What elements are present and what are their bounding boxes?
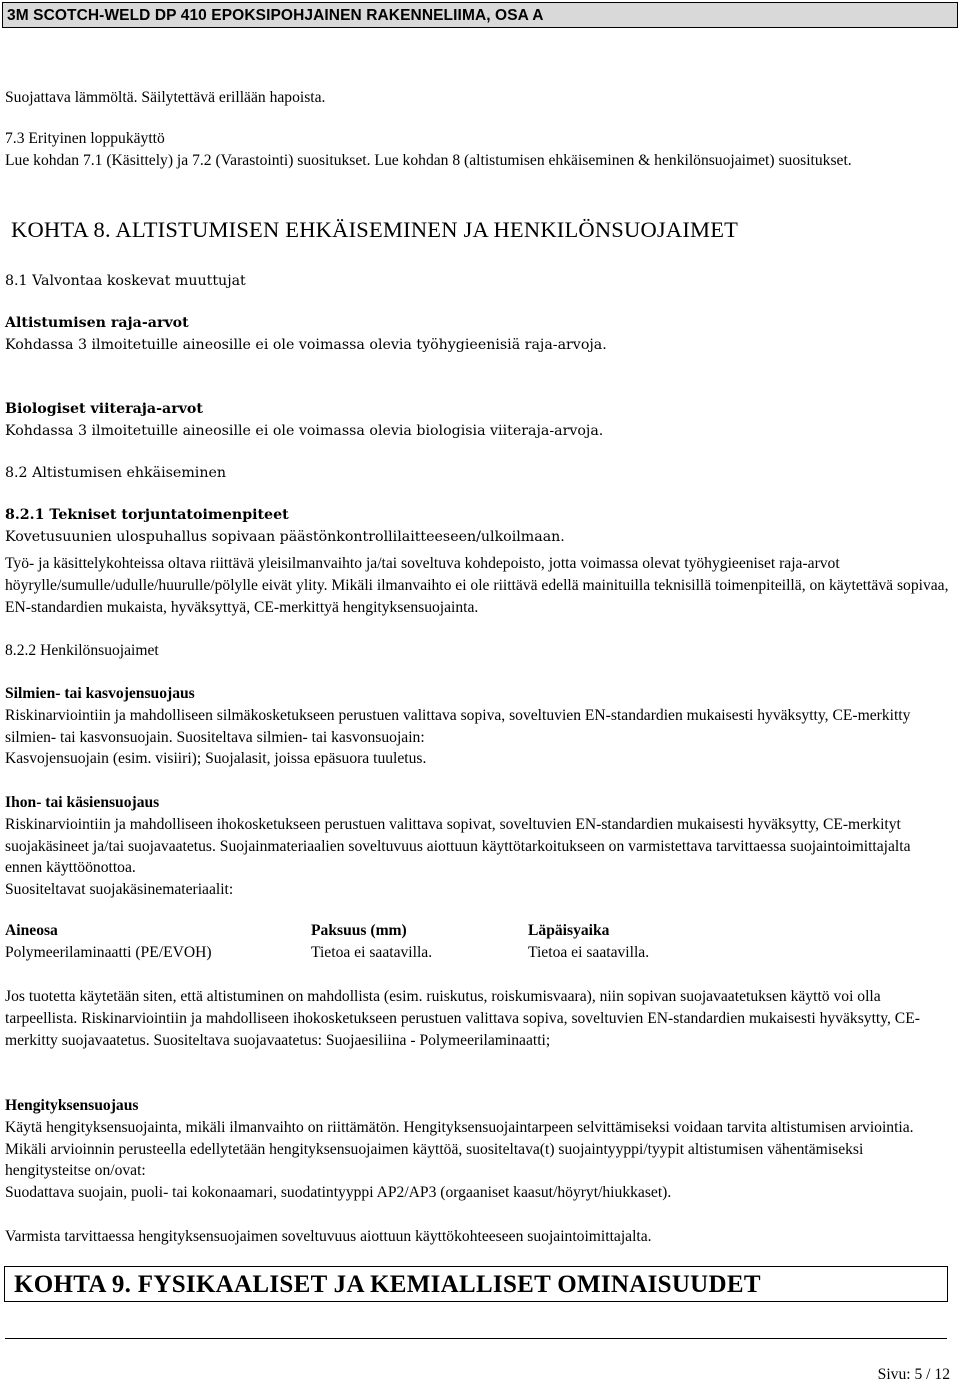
- skin-protection-text2: Suositeltavat suojakäsinemateriaalit:: [5, 881, 234, 899]
- respiratory-protection-text1: Käytä hengityksensuojainta, mikäli ilmanvaihto on riittämätön. Hengityksensuojaintarpeen selvittämiseksi voidaan tarvita altistumisen arviointia. Mikäli arvioinnin perusteella edellytetään hengityksensuojaimen käyttöä, suositeltava(t) suojaintyyppi/tyypit altistumisen vähentämiseksi hengitysteitse on/ovat:: [5, 1118, 914, 1180]
- skin-protection-text3: Jos tuotetta käytetään siten, että altistuminen on mahdollista (esim. ruiskutus, roiskumisvaara), niin sopivan suojavaatetuksen käyttö voi olla tarpeellista. Riskinarviointiin ja mahdolliseen ihokosketukseen perustuen valittava sopiva, soveltuvien EN-standardien mukaisesti hyväksytty, CE-merkitty suojavaatetus. Suositeltava suojavaatetus: Suojaesiliina - Polymeerilaminaatti;: [5, 988, 920, 1049]
- s8-2-title: 8.2 Altistumisen ehkäiseminen: [5, 465, 226, 481]
- cell-thickness: Tietoa ei saatavilla.: [311, 944, 433, 961]
- eye-protection-text1: Riskinarviointiin ja mahdolliseen silmäkosketukseen perustuen valittava sopiva, soveltuvien EN-standardien mukaisesti hyväksytty, CE-merkitty silmien- tai kasvonsuojain. Suositeltava silmien- tai kasvonsuojain:: [5, 706, 911, 746]
- respiratory-protection-text2: Suodattava suojain, puoli- tai kokonaamari, suodatintyyppi AP2/AP3 (orgaaniset kaasut/höyryt/hiukkaset).: [5, 1184, 672, 1202]
- s8-2-1-title: 8.2.1 Tekniset torjuntatoimenpiteet: [5, 507, 289, 523]
- document-header-bar: [2, 2, 958, 28]
- bio-limits-text: Kohdassa 3 ilmoitetuille aineosille ei ole voimassa olevia biologisia viiteraja-arvoja.: [5, 423, 604, 439]
- eye-protection-title: Silmien- tai kasvojensuojaus: [5, 685, 195, 702]
- section-8-2-1-body: [5, 553, 950, 618]
- col-header-substance: Aineosa: [5, 922, 58, 939]
- section-9-heading: KOHTA 9. FYSIKAALISET JA KEMIALLISET OMINAISUUDET: [14, 1271, 761, 1298]
- eye-protection-text2: Kasvojensuojain (esim. visiiri); Suojalasit, joissa epäsuora tuuletus.: [5, 750, 427, 768]
- respiratory-protection-text3: Varmista tarvittaessa hengityksensuojaimen soveltuvuus aiottuun käyttökohteeseen suojaintoimittajalta.: [5, 1227, 652, 1245]
- col-header-thickness: Paksuus (mm): [311, 922, 407, 939]
- footer-divider: [5, 1338, 947, 1339]
- subsection-7-3: [5, 128, 950, 172]
- col-header-breakthrough: Läpäisyaika: [528, 922, 610, 939]
- subsection-7-3-title: 7.3 Erityinen loppukäyttö: [5, 130, 165, 147]
- skin-protection-block: [5, 792, 950, 901]
- skin-protection-text1: Riskinarviointiin ja mahdolliseen ihokosketukseen perustuen valittava sopivat, soveltuvien EN-standardien mukaisesti hyväksytty, CE-merkityt suojakäsineet ja/tai suojavaatetus. Suojainmateriaalien soveltuvuus aiottuun käyttötarkoitukseen on varmistettava tarvittaessa suojaintoimittajalta ennen käyttöönottoa.: [5, 815, 911, 877]
- glove-material-table: [5, 920, 728, 964]
- respiratory-protection-block: [5, 1095, 950, 1248]
- s8-1-title: 8.1 Valvontaa koskevat muuttujat: [5, 273, 246, 289]
- eye-protection-block: [5, 683, 950, 770]
- section-9-heading-box: [4, 1266, 948, 1302]
- document-title: 3M SCOTCH-WELD DP 410 EPOKSIPOHJAINEN RAKENNELIIMA, OSA A: [7, 7, 544, 24]
- bio-limits-title: Biologiset viiteraja-arvot: [5, 401, 203, 417]
- subsection-7-3-text: Lue kohdan 7.1 (Käsittely) ja 7.2 (Varastointi) suositukset. Lue kohdan 8 (altistumisen ehkäiseminen & henkilönsuojaimet) suositukset.: [5, 151, 852, 169]
- s8-2-1-text1: Kovetusuunien ulospuhallus sopivaan päästönkontrollilaitteeseen/ulkoilmaan.: [5, 529, 565, 545]
- cell-breakthrough: Tietoa ei saatavilla.: [528, 944, 650, 961]
- exposure-limits-text: Kohdassa 3 ilmoitetuille aineosille ei ole voimassa olevia työhygieenisiä raja-arvoja.: [5, 337, 607, 353]
- s8-2-2-title: 8.2.2 Henkilönsuojaimet: [5, 642, 159, 659]
- table-row: [5, 942, 728, 964]
- exposure-limits-title: Altistumisen raja-arvot: [5, 315, 189, 331]
- section-8-1-block: [5, 270, 950, 548]
- page-number: Sivu: 5 / 12: [877, 1366, 950, 1383]
- storage-text: Suojattava lämmöltä. Säilytettävä erillään hapoista.: [5, 89, 326, 106]
- s8-2-1-text2: Työ- ja käsittelykohteissa oltava riittävä yleisilmanvaihto ja/tai soveltuva kohdepoisto, jotta voimassa olevat työhygieeniset raja-arvot höyrylle/sumulle/udulle/huurulle/pölylle eivät ylity. Mikäli ilmanvaihto ei ole riittävä edellä mainituilla teknisillä toimenpiteillä, on käytettävä sopivaa, EN-standardien mukaista, hyväksyttyä, CE-merkittyä hengityksensuojainta.: [5, 555, 949, 616]
- skin-protection-title: Ihon- tai käsiensuojaus: [5, 794, 160, 811]
- protective-clothing-block: [5, 986, 950, 1051]
- respiratory-protection-title: Hengityksensuojaus: [5, 1097, 139, 1114]
- section-8-heading: KOHTA 8. ALTISTUMISEN EHKÄISEMINEN JA HENKILÖNSUOJAIMET: [11, 217, 739, 242]
- table-header-row: [5, 920, 728, 942]
- section-8-2-2-title-block: [5, 640, 950, 662]
- cell-substance: Polymeerilaminaatti (PE/EVOH): [5, 944, 212, 961]
